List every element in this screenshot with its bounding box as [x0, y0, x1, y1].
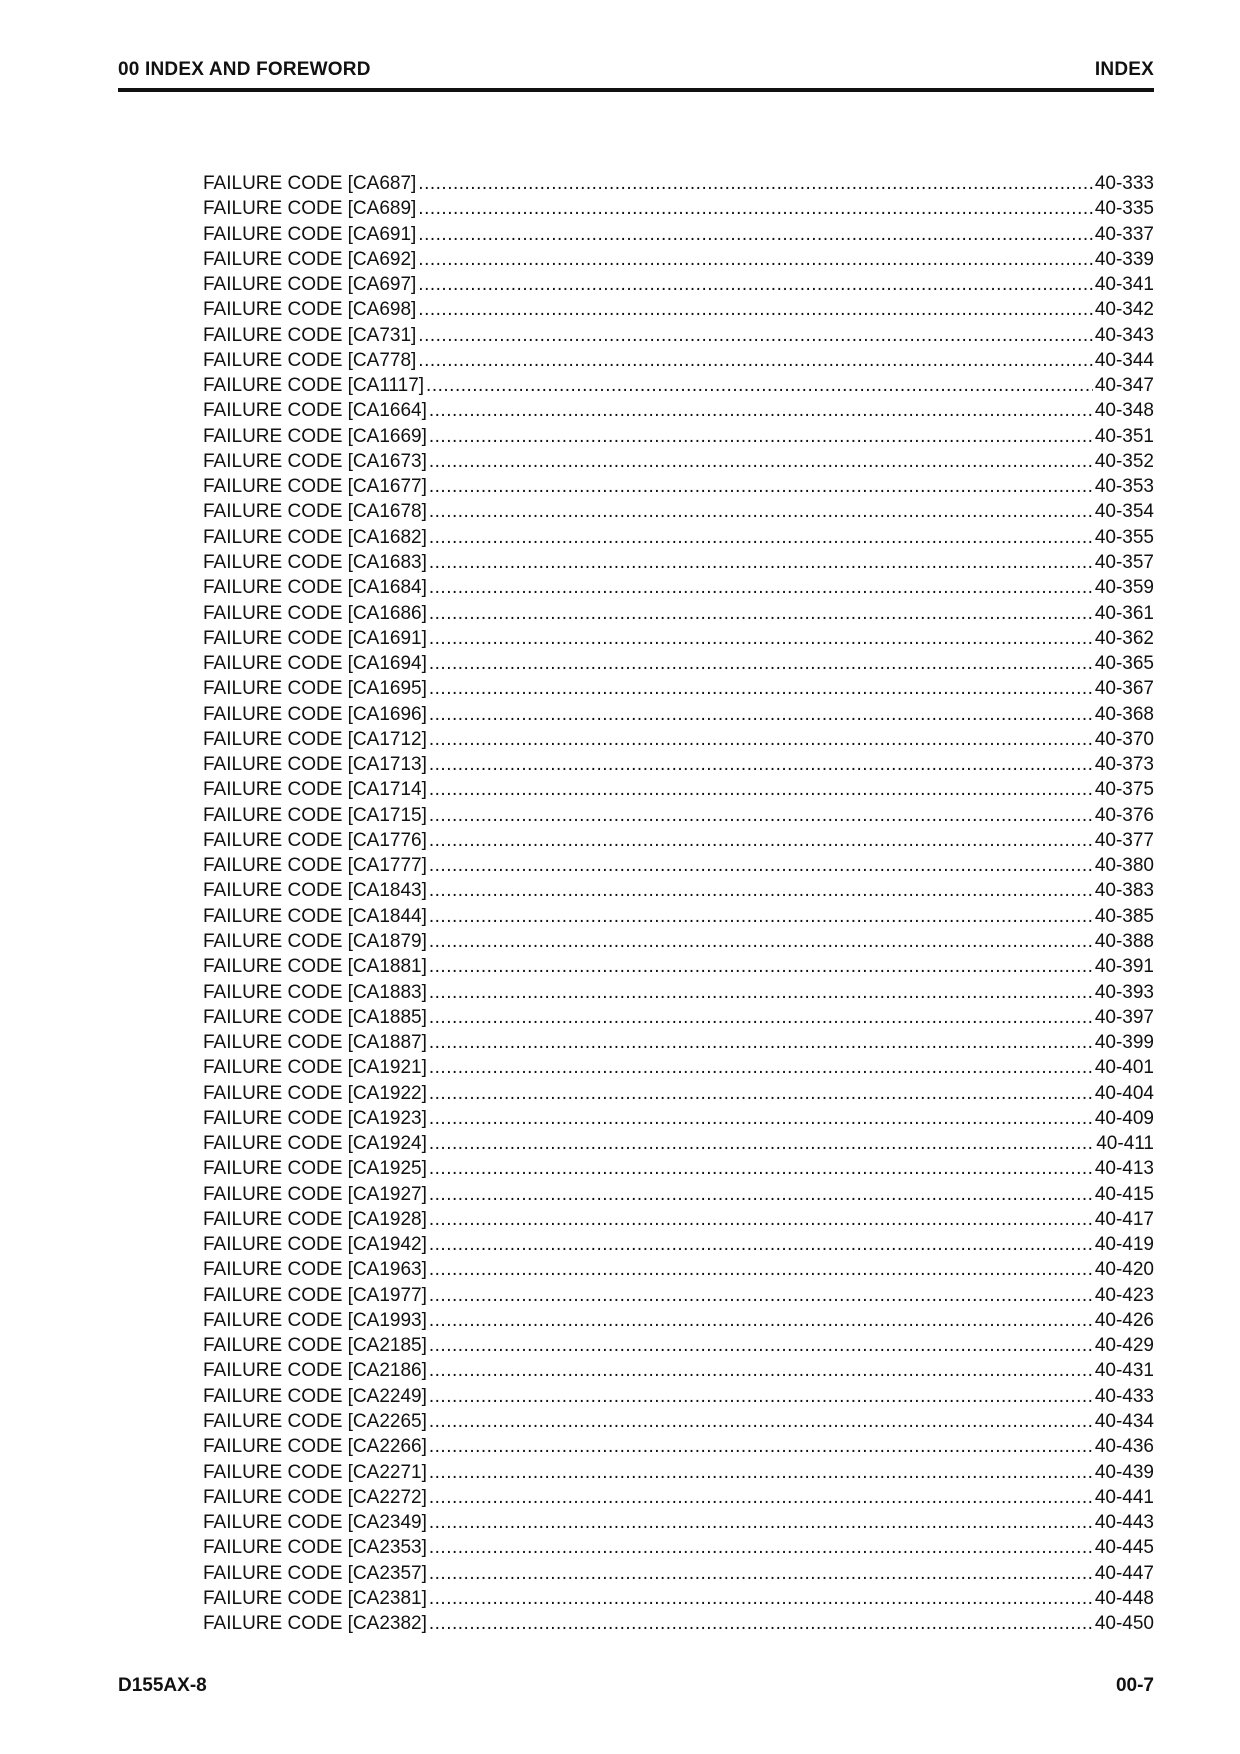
- entry-page-ref: 40-445: [1094, 1537, 1154, 1559]
- dot-leader: [429, 651, 1093, 676]
- dot-leader: [429, 1308, 1093, 1333]
- entry-label: FAILURE CODE [CA1673]: [203, 450, 427, 472]
- dot-leader: [429, 1030, 1093, 1055]
- dot-leader: [429, 398, 1093, 423]
- dot-leader: [429, 980, 1093, 1005]
- index-entry[interactable]: [203, 1358, 1154, 1383]
- dot-leader: [429, 1510, 1093, 1535]
- entry-page-ref: 40-347: [1094, 375, 1154, 397]
- entry-label: FAILURE CODE [CA691]: [203, 223, 417, 245]
- entry-page-ref: 40-388: [1094, 930, 1154, 952]
- entry-label: FAILURE CODE [CA1117]: [203, 375, 425, 397]
- entry-page-ref: 40-441: [1094, 1486, 1154, 1508]
- entry-page-ref: 40-417: [1094, 1208, 1154, 1230]
- entry-label: FAILURE CODE [CA1691]: [203, 627, 427, 649]
- index-entry[interactable]: [203, 525, 1154, 550]
- entry-page-ref: 40-450: [1094, 1613, 1154, 1635]
- entry-page-ref: 40-361: [1094, 602, 1154, 624]
- entry-page-ref: 40-365: [1094, 653, 1154, 675]
- entry-label: FAILURE CODE [CA731]: [203, 324, 417, 346]
- entry-label: FAILURE CODE [CA1883]: [203, 981, 427, 1003]
- dot-leader: [429, 1358, 1093, 1383]
- dot-leader: [429, 1055, 1093, 1080]
- entry-label: FAILURE CODE [CA689]: [203, 198, 417, 220]
- index-entry[interactable]: [203, 449, 1154, 474]
- entry-page-ref: 40-375: [1094, 779, 1154, 801]
- index-entry[interactable]: [203, 1561, 1154, 1586]
- entry-label: FAILURE CODE [CA1881]: [203, 956, 427, 978]
- entry-label: FAILURE CODE [CA1777]: [203, 855, 427, 877]
- entry-page-ref: 40-380: [1094, 855, 1154, 877]
- index-entry[interactable]: [203, 1460, 1154, 1485]
- entry-label: FAILURE CODE [CA2349]: [203, 1512, 427, 1534]
- index-entry[interactable]: [203, 676, 1154, 701]
- index-entry[interactable]: [203, 1055, 1154, 1080]
- dot-leader: [429, 1434, 1093, 1459]
- index-entry[interactable]: [203, 424, 1154, 449]
- index-entry[interactable]: [203, 1156, 1154, 1181]
- index-entry[interactable]: [203, 575, 1154, 600]
- entry-page-ref: 40-341: [1094, 274, 1154, 296]
- entry-label: FAILURE CODE [CA778]: [203, 349, 417, 371]
- dot-leader: [429, 474, 1093, 499]
- dot-leader: [429, 1460, 1093, 1485]
- page-header: [118, 56, 1154, 86]
- dot-leader: [418, 247, 1093, 272]
- entry-label: FAILURE CODE [CA1694]: [203, 653, 427, 675]
- entry-label: FAILURE CODE [CA2353]: [203, 1537, 427, 1559]
- entry-label: FAILURE CODE [CA1879]: [203, 930, 427, 952]
- dot-leader: [418, 222, 1093, 247]
- entry-label: FAILURE CODE [CA1713]: [203, 754, 427, 776]
- entry-label: FAILURE CODE [CA2382]: [203, 1613, 427, 1635]
- index-entry[interactable]: [203, 1283, 1154, 1308]
- dot-leader: [418, 297, 1093, 322]
- entry-page-ref: 40-339: [1094, 248, 1154, 270]
- entry-label: FAILURE CODE [CA687]: [203, 173, 417, 194]
- entry-label: FAILURE CODE [CA2249]: [203, 1385, 427, 1407]
- dot-leader: [429, 878, 1093, 903]
- index-entry[interactable]: [203, 398, 1154, 423]
- dot-leader: [429, 1409, 1093, 1434]
- entry-label: FAILURE CODE [CA1684]: [203, 577, 427, 599]
- dot-leader: [429, 626, 1093, 651]
- entry-page-ref: 40-391: [1094, 956, 1154, 978]
- entry-page-ref: 40-359: [1094, 577, 1154, 599]
- entry-label: FAILURE CODE [CA1887]: [203, 1032, 427, 1054]
- entry-page-ref: 40-423: [1094, 1284, 1154, 1306]
- dot-leader: [429, 1586, 1093, 1611]
- dot-leader: [429, 601, 1093, 626]
- entry-page-ref: 40-337: [1094, 223, 1154, 245]
- page-title: INDEX: [1094, 59, 1154, 80]
- index-entry[interactable]: [203, 1207, 1154, 1232]
- entry-page-ref: 40-335: [1094, 198, 1154, 220]
- dot-leader: [418, 323, 1093, 348]
- entry-label: FAILURE CODE [CA1977]: [203, 1284, 427, 1306]
- dot-leader: [429, 1611, 1093, 1636]
- index-entry[interactable]: [203, 1106, 1154, 1131]
- entry-label: FAILURE CODE [CA1686]: [203, 602, 427, 624]
- entry-page-ref: 40-355: [1094, 526, 1154, 548]
- entry-page-ref: 40-434: [1094, 1411, 1154, 1433]
- index-entry[interactable]: [203, 651, 1154, 676]
- entry-page-ref: 40-348: [1094, 400, 1154, 422]
- index-entry[interactable]: [203, 1131, 1154, 1156]
- entry-label: FAILURE CODE [CA692]: [203, 248, 417, 270]
- entry-label: FAILURE CODE [CA1715]: [203, 804, 427, 826]
- index-entry[interactable]: [203, 980, 1154, 1005]
- dot-leader: [429, 1156, 1093, 1181]
- index-entry[interactable]: [203, 777, 1154, 802]
- entry-page-ref: 40-385: [1094, 905, 1154, 927]
- entry-page-ref: 40-377: [1094, 829, 1154, 851]
- entry-label: FAILURE CODE [CA1683]: [203, 551, 427, 573]
- entry-page-ref: 40-376: [1094, 804, 1154, 826]
- entry-page-ref: 40-383: [1094, 880, 1154, 902]
- index-entry[interactable]: [203, 803, 1154, 828]
- dot-leader: [418, 348, 1093, 373]
- entry-page-ref: 40-443: [1094, 1512, 1154, 1534]
- entry-label: FAILURE CODE [CA1993]: [203, 1309, 427, 1331]
- index-entry[interactable]: [203, 297, 1154, 322]
- index-entry[interactable]: [203, 171, 1154, 196]
- entry-page-ref: 40-439: [1094, 1461, 1154, 1483]
- entry-page-ref: 40-393: [1094, 981, 1154, 1003]
- entry-page-ref: 40-344: [1094, 349, 1154, 371]
- entry-label: FAILURE CODE [CA2357]: [203, 1562, 427, 1584]
- entry-label: FAILURE CODE [CA698]: [203, 299, 417, 321]
- entry-label: FAILURE CODE [CA2185]: [203, 1335, 427, 1357]
- entry-label: FAILURE CODE [CA2266]: [203, 1436, 427, 1458]
- index-entry[interactable]: [203, 853, 1154, 878]
- entry-page-ref: 40-362: [1094, 627, 1154, 649]
- dot-leader: [429, 449, 1093, 474]
- entry-page-ref: 40-368: [1094, 703, 1154, 725]
- dot-leader: [429, 828, 1093, 853]
- entry-label: FAILURE CODE [CA1696]: [203, 703, 427, 725]
- index-entry[interactable]: [203, 373, 1154, 398]
- dot-leader: [429, 676, 1093, 701]
- index-entry[interactable]: [203, 1182, 1154, 1207]
- dot-leader: [429, 525, 1093, 550]
- entry-label: FAILURE CODE [CA2186]: [203, 1360, 427, 1382]
- entry-page-ref: 40-399: [1094, 1032, 1154, 1054]
- index-entry[interactable]: [203, 626, 1154, 651]
- entry-page-ref: 40-436: [1094, 1436, 1154, 1458]
- dot-leader: [429, 929, 1093, 954]
- dot-leader: [429, 752, 1093, 777]
- dot-leader: [429, 1535, 1093, 1560]
- index-entry[interactable]: [203, 272, 1154, 297]
- dot-leader: [426, 373, 1093, 398]
- entry-label: FAILURE CODE [CA1682]: [203, 526, 427, 548]
- entry-page-ref: 40-370: [1094, 728, 1154, 750]
- entry-label: FAILURE CODE [CA2381]: [203, 1587, 427, 1609]
- dot-leader: [429, 777, 1093, 802]
- index-entry[interactable]: [203, 550, 1154, 575]
- entry-page-ref: 40-413: [1094, 1158, 1154, 1180]
- entry-page-ref: 40-448: [1094, 1587, 1154, 1609]
- dot-leader: [429, 1485, 1093, 1510]
- index-entry[interactable]: [203, 1434, 1154, 1459]
- entry-label: FAILURE CODE [CA1712]: [203, 728, 427, 750]
- entry-page-ref: 40-426: [1094, 1309, 1154, 1331]
- entry-label: FAILURE CODE [CA1695]: [203, 678, 427, 700]
- entry-label: FAILURE CODE [CA2265]: [203, 1411, 427, 1433]
- entry-page-ref: 40-354: [1094, 501, 1154, 523]
- entry-label: FAILURE CODE [CA1664]: [203, 400, 427, 422]
- index-entry[interactable]: [203, 702, 1154, 727]
- entry-page-ref: 40-333: [1094, 173, 1154, 194]
- index-entry[interactable]: [203, 1333, 1154, 1358]
- entry-label: FAILURE CODE [CA1678]: [203, 501, 427, 523]
- entry-label: FAILURE CODE [CA697]: [203, 274, 417, 296]
- dot-leader: [429, 575, 1093, 600]
- entry-page-ref: 40-404: [1094, 1082, 1154, 1104]
- dot-leader: [429, 803, 1093, 828]
- dot-leader: [429, 550, 1093, 575]
- index-entry[interactable]: [203, 1232, 1154, 1257]
- entry-label: FAILURE CODE [CA1963]: [203, 1259, 427, 1281]
- dot-leader: [429, 1131, 1094, 1156]
- index-entry[interactable]: [203, 727, 1154, 752]
- entry-page-ref: 40-409: [1094, 1107, 1154, 1129]
- dot-leader: [429, 727, 1093, 752]
- index-entry[interactable]: [203, 1308, 1154, 1333]
- dot-leader: [429, 1333, 1093, 1358]
- section-title: 00 INDEX AND FOREWORD: [118, 59, 371, 80]
- dot-leader: [418, 196, 1093, 221]
- dot-leader: [429, 1207, 1093, 1232]
- dot-leader: [429, 1182, 1093, 1207]
- entry-label: FAILURE CODE [CA1928]: [203, 1208, 427, 1230]
- dot-leader: [429, 499, 1093, 524]
- entry-page-ref: 40-397: [1094, 1006, 1154, 1028]
- entry-label: FAILURE CODE [CA1714]: [203, 779, 427, 801]
- entry-page-ref: 40-433: [1094, 1385, 1154, 1407]
- index-entry[interactable]: [203, 1409, 1154, 1434]
- dot-leader: [429, 853, 1093, 878]
- dot-leader: [429, 1081, 1093, 1106]
- entry-page-ref: 40-351: [1094, 425, 1154, 447]
- entry-page-ref: 40-420: [1094, 1259, 1154, 1281]
- entry-page-ref: 40-431: [1094, 1360, 1154, 1382]
- index-entry[interactable]: [203, 828, 1154, 853]
- index-entry[interactable]: [203, 247, 1154, 272]
- dot-leader: [418, 171, 1093, 196]
- header-divider: [118, 88, 1154, 92]
- index-entry[interactable]: [203, 601, 1154, 626]
- entry-page-ref: 40-401: [1094, 1057, 1154, 1079]
- index-entry[interactable]: [203, 1384, 1154, 1409]
- index-entry[interactable]: [203, 474, 1154, 499]
- entry-label: FAILURE CODE [CA1669]: [203, 425, 427, 447]
- index-entry[interactable]: [203, 954, 1154, 979]
- index-entry[interactable]: [203, 196, 1154, 221]
- entry-label: FAILURE CODE [CA1885]: [203, 1006, 427, 1028]
- machine-model: D155AX-8: [118, 1675, 207, 1696]
- index-entry[interactable]: [203, 1535, 1154, 1560]
- entry-page-ref: 40-419: [1094, 1234, 1154, 1256]
- entry-label: FAILURE CODE [CA1942]: [203, 1234, 427, 1256]
- entry-label: FAILURE CODE [CA1925]: [203, 1158, 427, 1180]
- index-entry[interactable]: [203, 348, 1154, 373]
- entry-label: FAILURE CODE [CA1922]: [203, 1082, 427, 1104]
- index-entry[interactable]: [203, 1485, 1154, 1510]
- dot-leader: [429, 1232, 1093, 1257]
- index-entry[interactable]: [203, 752, 1154, 777]
- entry-page-ref: 40-353: [1094, 476, 1154, 498]
- entry-label: FAILURE CODE [CA1843]: [203, 880, 427, 902]
- entry-page-ref: 40-343: [1094, 324, 1154, 346]
- index-entry[interactable]: [203, 1030, 1154, 1055]
- dot-leader: [418, 272, 1093, 297]
- index-entry[interactable]: [203, 1081, 1154, 1106]
- entry-page-ref: 40-352: [1094, 450, 1154, 472]
- entry-label: FAILURE CODE [CA2272]: [203, 1486, 427, 1508]
- dot-leader: [429, 1005, 1093, 1030]
- entry-page-ref: 40-357: [1094, 551, 1154, 573]
- dot-leader: [429, 1283, 1093, 1308]
- entry-label: FAILURE CODE [CA1924]: [203, 1133, 427, 1155]
- entry-page-ref: 40-373: [1094, 754, 1154, 776]
- entry-label: FAILURE CODE [CA1844]: [203, 905, 427, 927]
- entry-page-ref: 40-411: [1096, 1133, 1154, 1155]
- entry-page-ref: 40-415: [1094, 1183, 1154, 1205]
- index-entry[interactable]: [203, 1586, 1154, 1611]
- index-entry[interactable]: [203, 1005, 1154, 1030]
- index-entry[interactable]: [203, 323, 1154, 348]
- index-entry[interactable]: [203, 929, 1154, 954]
- entry-label: FAILURE CODE [CA1927]: [203, 1183, 427, 1205]
- dot-leader: [429, 1384, 1093, 1409]
- dot-leader: [429, 1106, 1093, 1131]
- entry-page-ref: 40-429: [1094, 1335, 1154, 1357]
- entry-label: FAILURE CODE [CA1776]: [203, 829, 427, 851]
- index-entry[interactable]: [203, 904, 1154, 929]
- dot-leader: [429, 1561, 1093, 1586]
- entry-label: FAILURE CODE [CA1677]: [203, 476, 427, 498]
- entry-label: FAILURE CODE [CA1921]: [203, 1057, 427, 1079]
- dot-leader: [429, 904, 1093, 929]
- entry-page-ref: 40-447: [1094, 1562, 1154, 1584]
- index-list: [203, 171, 1154, 1636]
- dot-leader: [429, 424, 1093, 449]
- index-entry[interactable]: [203, 1611, 1154, 1636]
- dot-leader: [429, 954, 1093, 979]
- index-entry[interactable]: [203, 1257, 1154, 1282]
- entry-label: FAILURE CODE [CA2271]: [203, 1461, 427, 1483]
- dot-leader: [429, 702, 1093, 727]
- dot-leader: [429, 1257, 1093, 1282]
- index-entry[interactable]: [203, 499, 1154, 524]
- entry-label: FAILURE CODE [CA1923]: [203, 1107, 427, 1129]
- index-entry[interactable]: [203, 878, 1154, 903]
- entry-page-ref: 40-342: [1094, 299, 1154, 321]
- page-number: 00-7: [1115, 1675, 1154, 1696]
- index-entry[interactable]: [203, 222, 1154, 247]
- entry-page-ref: 40-367: [1094, 678, 1154, 700]
- index-entry[interactable]: [203, 1510, 1154, 1535]
